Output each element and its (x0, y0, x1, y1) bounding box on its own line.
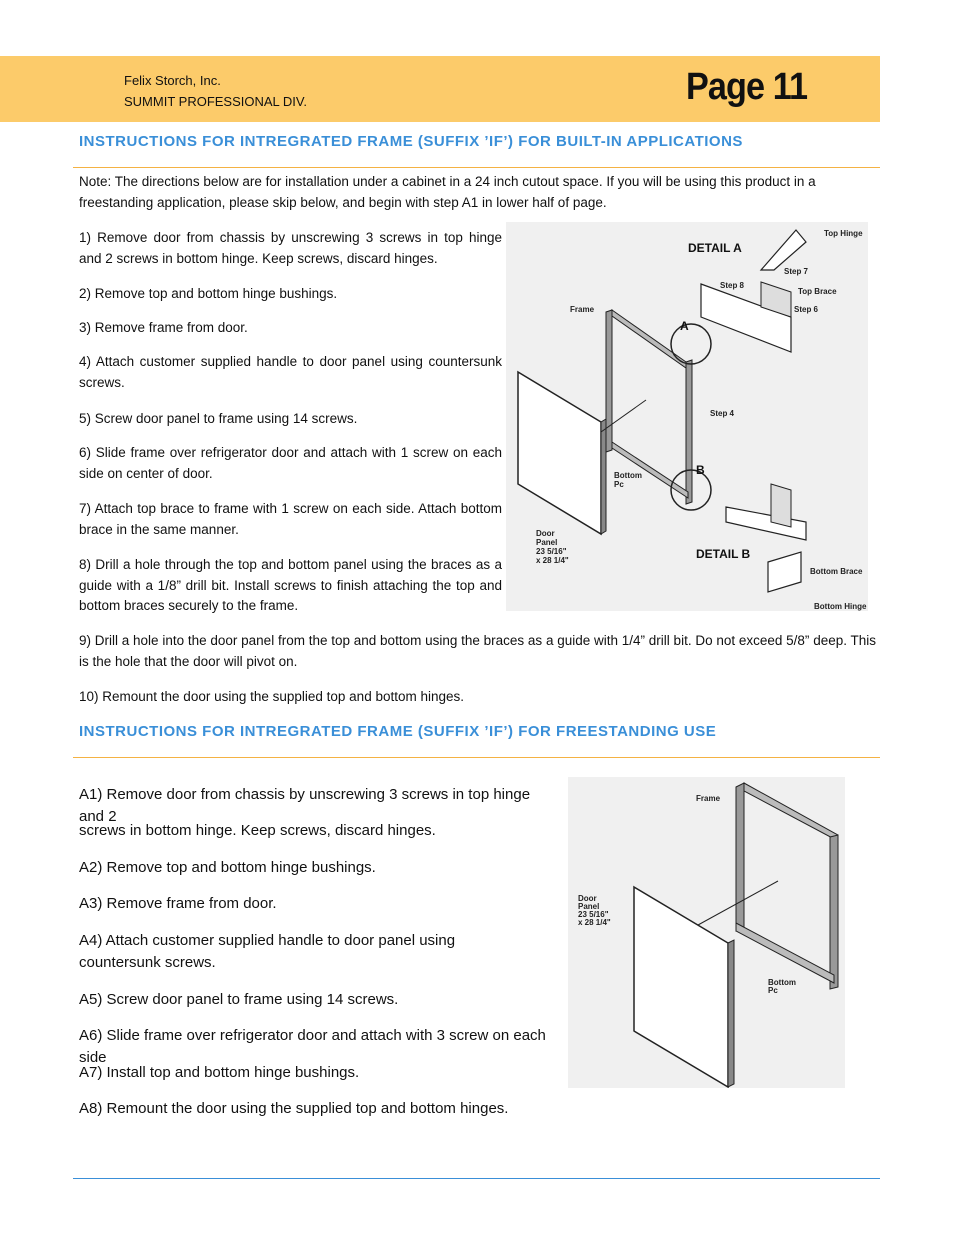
label-frame: Frame (570, 305, 595, 314)
marker-b: B (696, 463, 705, 477)
frame-left-rail (736, 783, 744, 931)
company-name: Felix Storch, Inc. (124, 73, 221, 88)
company-division: SUMMIT PROFESSIONAL DIV. (124, 94, 308, 109)
step-a2: A2) Remove top and bottom hinge bushings. (79, 859, 376, 876)
page-number: Page 11 (686, 66, 808, 108)
step-9: 9) Drill a hole into the door panel from the top and bottom using the braces as a guide with 1/4” drill bit. Do not exceed 5/8” deep. This is the hole that the door will pivot on. (79, 633, 876, 669)
svg-text:x 28 1/4": x 28 1/4" (578, 918, 611, 927)
step-3: 3) Remove frame from door. (79, 320, 248, 335)
step-a4: A4) Attach customer supplied handle to door panel using countersunk screws. (79, 932, 456, 971)
step-1: 1) Remove door from chassis by unscrewing 3 screws in top hinge and 2 screws in bottom hinge. Keep screws, discard hinges. (79, 230, 502, 266)
step-a3: A3) Remove frame from door. (79, 895, 277, 912)
label-top-brace: Top Brace (798, 287, 837, 296)
step-10: 10) Remount the door using the supplied top and bottom hinges. (79, 689, 465, 704)
frame-left-rail (606, 310, 612, 452)
note-paragraph: Note: The directions below are for installation under a cabinet in a 24 inch cutout space. If you will be using this product in a freestanding application, please skip below, and begin with step A1 in lower half of page. (79, 174, 816, 210)
step-8: 8) Drill a hole through the top and bottom panel using the braces as a guide with a 1/8” drill bit. Install screws to finish attaching the top and bottom braces securely to the frame. (79, 557, 502, 613)
step-6: 6) Slide frame over refrigerator door and attach with 1 screw on each side on center of door. (79, 445, 502, 481)
bottom-brace-shape (726, 507, 806, 540)
step-4: 4) Attach customer supplied handle to door panel using countersunk screws. (79, 354, 502, 390)
company-info (124, 70, 307, 112)
step-2: 2) Remove top and bottom hinge bushings. (79, 286, 338, 301)
label-step-8: Step 8 (720, 281, 745, 290)
frame-right-rail (686, 360, 692, 504)
step-a1-continued: screws in bottom hinge. Keep screws, discard hinges. (79, 822, 436, 839)
label-frame: Frame (696, 794, 721, 803)
section-title-built-in: INSTRUCTIONS FOR INTREGRATED FRAME (SUFFIX ’IF’) FOR BUILT-IN APPLICATIONS (79, 133, 743, 150)
label-bottom-brace: Bottom Brace (810, 567, 863, 576)
label-door-panel: Door (578, 894, 597, 903)
svg-text:x 28 1/4": x 28 1/4" (536, 556, 569, 565)
section-title-freestanding: INSTRUCTIONS FOR INTREGRATED FRAME (SUFFIX ’IF’) FOR FREESTANDING USE (79, 723, 717, 740)
detail-a-label: DETAIL A (688, 241, 742, 255)
label-door-panel: Door (536, 529, 555, 538)
detail-b-label: DETAIL B (696, 547, 751, 561)
frame-top-rail (744, 783, 838, 841)
svg-text:Pc: Pc (768, 986, 778, 995)
frame-bottom-rail (612, 442, 688, 498)
label-bottom-hinge: Bottom Hinge (814, 602, 867, 611)
label-step-4: Step 4 (710, 409, 735, 418)
section-divider (73, 757, 880, 758)
step-a6: A6) Slide frame over refrigerator door and attach with 3 screw on each side (79, 1027, 546, 1066)
step-5: 5) Screw door panel to frame using 14 screws. (79, 411, 358, 426)
step-a1: A1) Remove door from chassis by unscrewing 3 screws in top hinge and 2 (79, 786, 531, 825)
frame-top-rail (612, 310, 686, 368)
step-a8: A8) Remount the door using the supplied top and bottom hinges. (79, 1100, 509, 1117)
svg-text:Panel: Panel (578, 902, 600, 911)
bottom-hinge-shape (768, 552, 801, 592)
door-panel-shape (518, 372, 601, 534)
step-a5: A5) Screw door panel to frame using 14 screws. (79, 991, 399, 1008)
top-hinge-shape (761, 230, 806, 270)
detail-a-circle (671, 324, 711, 364)
svg-text:Panel: Panel (536, 538, 558, 547)
step-7: 7) Attach top brace to frame with 1 screw on each side. Attach bottom brace in the same manner. (79, 501, 502, 537)
label-top-hinge: Top Hinge (824, 229, 863, 238)
svg-text:23 5/16": 23 5/16" (536, 547, 567, 556)
built-in-assembly-diagram (506, 222, 868, 611)
label-step-7: Step 7 (784, 267, 809, 276)
step-a7: A7) Install top and bottom hinge bushings. (79, 1064, 360, 1081)
svg-text:23 5/16": 23 5/16" (578, 910, 609, 919)
freestanding-assembly-diagram (568, 777, 845, 1088)
frame-right-rail (830, 835, 838, 989)
marker-a: A (680, 319, 689, 333)
svg-text:Pc: Pc (614, 480, 624, 489)
frame-bottom-rail (736, 923, 834, 983)
label-bottom-pc: Bottom (614, 471, 642, 480)
footer-divider (73, 1178, 880, 1179)
label-step-6: Step 6 (794, 305, 819, 314)
door-panel-shape (634, 887, 728, 1087)
label-bottom-pc: Bottom (768, 978, 796, 987)
section-divider (73, 167, 880, 168)
